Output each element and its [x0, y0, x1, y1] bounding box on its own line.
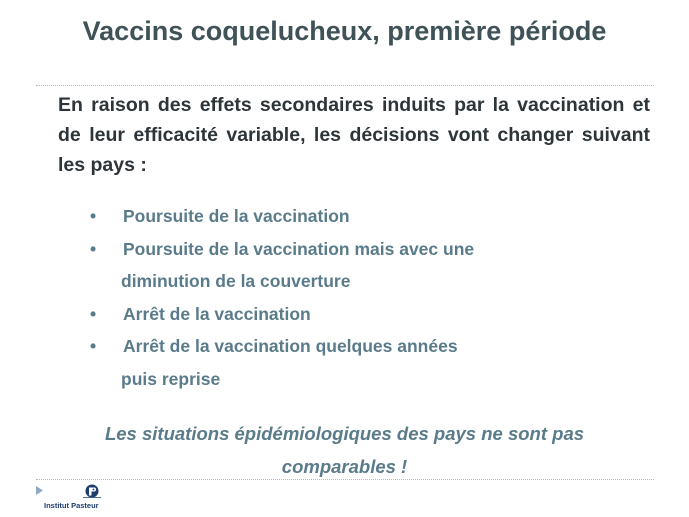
- bullet-item: [90, 233, 610, 298]
- conclusion-line: comparables !: [281, 456, 408, 477]
- bullet-item: [90, 298, 610, 331]
- bullet-text: Poursuite de la vaccination: [123, 206, 350, 226]
- bullet-text: Arrêt de la vaccination: [123, 303, 311, 324]
- bullet-icon: •: [90, 238, 97, 259]
- bullet-list: [90, 200, 610, 395]
- bullet-text-continuation: diminution de la couverture: [121, 271, 351, 291]
- bullet-text: Poursuite de la vaccination mais avec une: [123, 238, 475, 259]
- bullet-item: [90, 200, 610, 233]
- logo-text: Institut Pasteur: [44, 501, 99, 510]
- conclusion-text: [0, 417, 689, 483]
- slide-title: Vaccins coquelucheux, première période: [82, 16, 607, 46]
- bullet-text-continuation: puis reprise: [121, 368, 221, 389]
- intro-paragraph: En raison des effets secondaires induits par la vaccination et de leur efficacité variable, les décisions vont changer suivant les pays :: [58, 94, 650, 176]
- bullet-item: [90, 330, 610, 395]
- bullet-text: Arrêt de la vaccination quelques années: [123, 336, 458, 356]
- bullet-icon: •: [90, 336, 97, 356]
- conclusion-line: Les situations épidémiologiques des pays ne sont pas: [104, 423, 585, 444]
- top-divider: [36, 85, 654, 86]
- bullet-icon: •: [90, 206, 97, 226]
- bottom-divider: [36, 479, 654, 480]
- institut-pasteur-logo: [36, 484, 116, 512]
- bullet-icon: •: [90, 303, 97, 324]
